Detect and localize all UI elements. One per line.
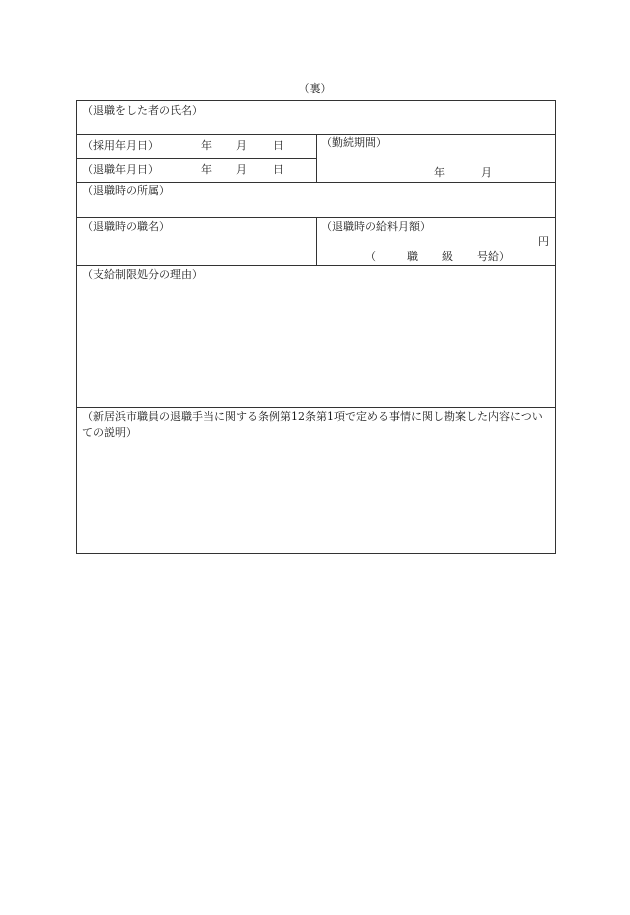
row-divider-reason — [77, 407, 555, 408]
grade-gokyu-unit: 号給） — [477, 250, 510, 263]
row-divider-hire-date — [77, 158, 316, 159]
hire-date-month-unit: 月 — [236, 139, 247, 152]
grade-shoku-unit: 職 — [407, 250, 418, 263]
hire-date-day-unit: 日 — [273, 139, 284, 152]
explanation-label: （新居浜市職員の退職手当に関する条例第12条第1項で定める事情に関し勘案した内容についての説明） — [82, 410, 543, 439]
column-divider-dates — [316, 134, 317, 182]
position-label: （退職時の職名） — [82, 220, 170, 233]
salary-label: （退職時の給料月額） — [321, 220, 431, 233]
hire-date-label: （採用年月日） — [82, 139, 159, 152]
row-divider-dates — [77, 182, 555, 183]
hire-date-year-unit: 年 — [201, 139, 212, 152]
service-period-month-unit: 月 — [481, 166, 492, 179]
column-divider-position — [316, 217, 317, 265]
retire-date-day-unit: 日 — [273, 163, 284, 176]
name-label: （退職をした者の氏名） — [82, 104, 203, 117]
service-period-label: （勤続期間） — [321, 136, 387, 149]
reason-label: （支給制限処分の理由） — [82, 268, 203, 281]
page-heading: （裏） — [298, 82, 332, 95]
row-divider-position — [77, 265, 555, 266]
affiliation-label: （退職時の所属） — [82, 184, 170, 197]
retire-date-year-unit: 年 — [201, 163, 212, 176]
service-period-year-unit: 年 — [434, 166, 445, 179]
grade-open-paren: （ — [365, 250, 376, 263]
retirement-allowance-form — [76, 100, 556, 554]
retire-date-month-unit: 月 — [236, 163, 247, 176]
retire-date-label: （退職年月日） — [82, 163, 159, 176]
grade-kyu-unit: 級 — [442, 250, 453, 263]
salary-yen-unit: 円 — [538, 235, 549, 248]
